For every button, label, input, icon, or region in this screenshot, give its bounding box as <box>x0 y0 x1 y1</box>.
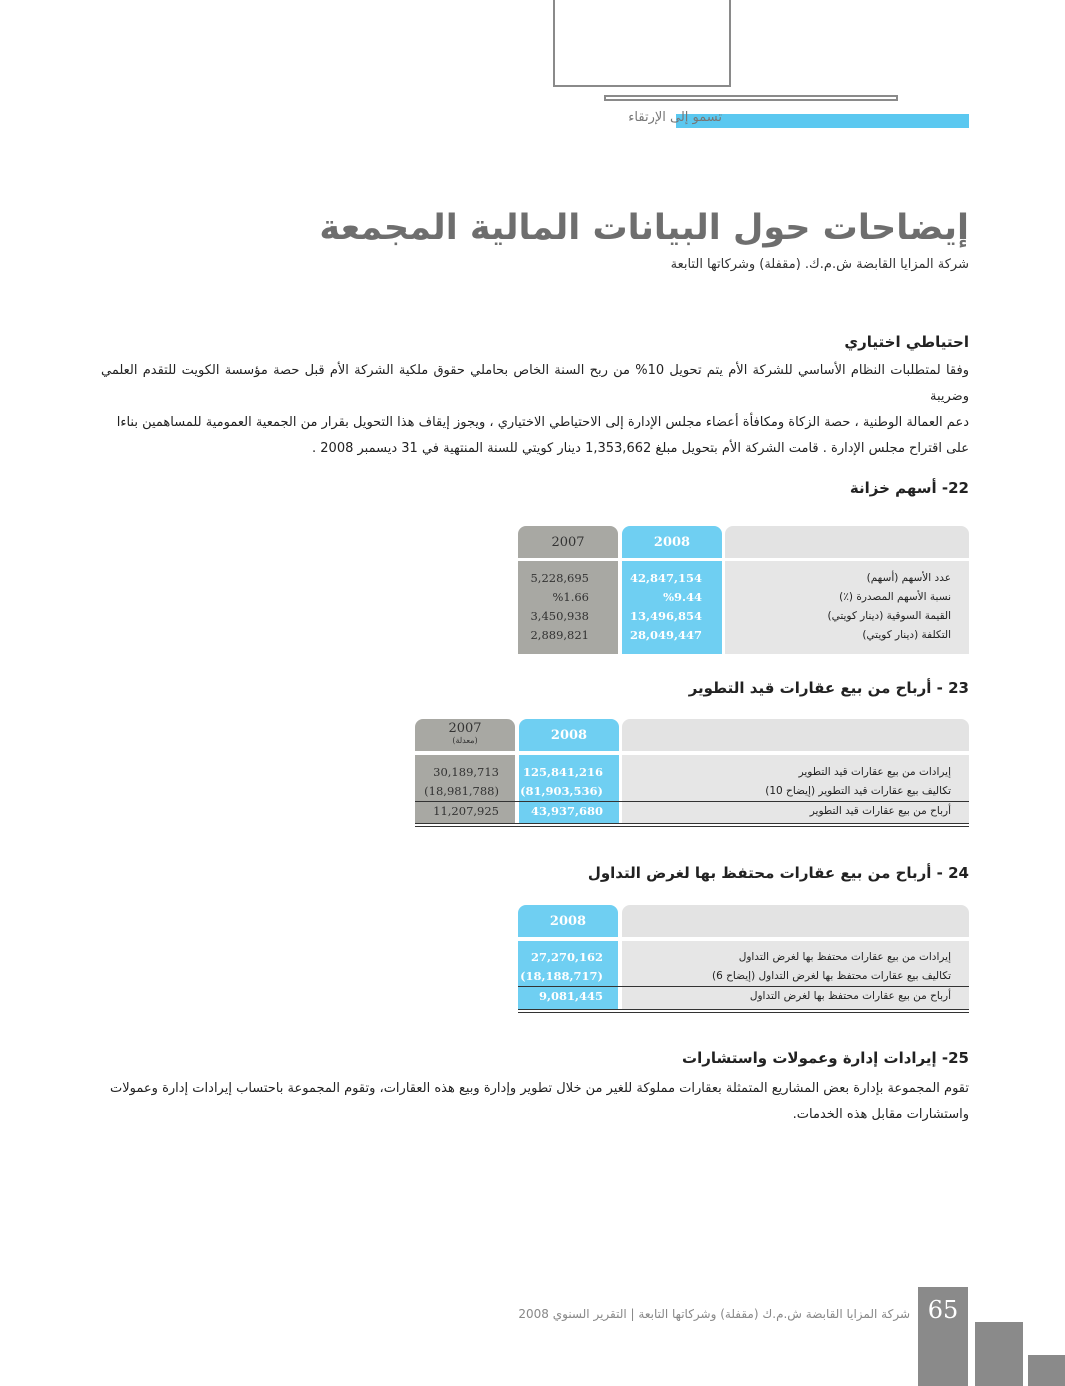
reserve-line: على اقتراح مجلس الإدارة . قامت الشركة الأم بتحويل مبلغ 1,353,662 دينار كويتي للسنة المنتهية في 31 ديسمبر 2008 . <box>312 441 969 456</box>
note23-cell: (18,981,788) <box>424 784 499 798</box>
note23-row-label: إيرادات من بيع عقارات قيد التطوير <box>798 766 951 778</box>
note22-cell: 2,889,821 <box>530 628 589 642</box>
note24-subtotal-rule <box>518 986 969 987</box>
reserve-line: دعم العمالة الوطنية ، حصة الزكاة ومكافأة أعضاء مجلس الإدارة إلى الاحتياطي الاختياري ، ويجوز إيقاف هذا التحويل بقرار من الجمعية العمومية للمساهمين بناءا <box>116 415 969 430</box>
note24-table <box>518 905 969 1013</box>
note22-cell: 13,496,854 <box>629 609 702 623</box>
note23-cell: (81,903,536) <box>520 784 603 798</box>
footer-text: شركة المزايا القابضة ش.م.ك (مقفلة) وشركاتها التابعة | التقرير السنوي 2008 <box>518 1307 910 1321</box>
note22-label-header <box>725 526 969 558</box>
note23-heading: 23 - أرباح من بيع عقارات قيد التطوير <box>688 679 969 697</box>
reserve-line: وفقا لمتطلبات النظام الأساسي للشركة الأم يتم تحويل 10% من ربح السنة الخاص بحاملي حقوق ملكية الشركة الأم قبل حصة مؤسسة الكويت للتقدم العلمي وضريبة <box>101 363 969 404</box>
page-subtitle: شركة المزايا القابضة ش.م.ك. (مقفلة) وشركاتها التابعة <box>670 257 969 272</box>
note23-label-header <box>622 719 969 751</box>
note23-cell: 125,841,216 <box>522 765 603 779</box>
note25-heading: 25- إيرادات إدارة وعمولات واستشارات <box>682 1049 969 1067</box>
note22-col-2008-header: 2008 <box>622 526 722 558</box>
note24-cell: 9,081,445 <box>538 989 603 1003</box>
note24-row-label: تكاليف بيع عقارات محتفظ بها لغرض التداول (إيضاح 6) <box>712 970 951 982</box>
note23-cell: 43,937,680 <box>530 804 603 818</box>
header-tagline: تسمو إلى الإرتقاء <box>628 110 722 125</box>
page-number: 65 <box>927 1296 959 1324</box>
note23-total-rule <box>415 823 969 824</box>
note23-col-2008-header: 2008 <box>519 719 619 751</box>
note22-cell: %1.66 <box>552 590 589 604</box>
footer-block <box>975 1322 1023 1386</box>
header-frame-box <box>553 0 731 87</box>
note23-row-label: أرباح من بيع عقارات قيد التطوير <box>809 805 951 817</box>
note22-row-label: نسبة الأسهم المصدرة (٪) <box>839 591 951 603</box>
footer-block <box>1028 1355 1065 1386</box>
page-title: إيضاحات حول البيانات المالية المجمعة <box>319 208 969 248</box>
note24-cell: (18,188,717) <box>520 969 603 983</box>
note23-col-2007-header <box>415 719 515 751</box>
note22-row-label: القيمة السوقية (دينار كويتي) <box>827 610 951 622</box>
note23-cell: 30,189,713 <box>433 765 499 779</box>
note22-cell: 42,847,154 <box>629 571 702 585</box>
note24-row-label: إيرادات من بيع عقارات محتفظ بها لغرض التداول <box>738 951 951 963</box>
note25-paragraph <box>101 1076 969 1128</box>
note22-col-2007-header: 2007 <box>518 526 618 558</box>
note23-cell: 11,207,925 <box>433 804 499 818</box>
note24-label-header <box>622 905 969 937</box>
header-frame-bar <box>604 95 898 101</box>
note23-row-label: تكاليف بيع عقارات قيد التطوير (إيضاح 10) <box>765 785 951 797</box>
note25-line: واستشارات مقابل هذه الخدمات. <box>792 1107 969 1122</box>
note22-cell: 5,228,695 <box>530 571 589 585</box>
reserve-heading: احتياطي اختياري <box>844 333 969 351</box>
note23-col-2007-year: 2007 <box>448 721 482 736</box>
note24-col-2008-header: 2008 <box>518 905 618 937</box>
note24-cell: 27,270,162 <box>530 950 603 964</box>
note22-row-label: عدد الأسهم (أسهم) <box>866 572 951 584</box>
note23-subtotal-rule <box>415 801 969 802</box>
note23-total-rule <box>415 826 969 827</box>
note22-row-label: التكلفة (دينار كويتي) <box>862 629 951 641</box>
note22-cell: 3,450,938 <box>530 609 589 623</box>
note22-cell: %9.44 <box>663 590 702 604</box>
note22-table <box>518 526 969 654</box>
note24-total-rule <box>518 1009 969 1010</box>
note22-heading: 22- أسهم خزانة <box>849 479 969 497</box>
note25-line: تقوم المجموعة بإدارة بعض المشاريع المتمثلة بعقارات مملوكة للغير من خلال تطوير وإدارة وبيع هذه العقارات، وتقوم المجموعة باحتساب إيرادات إدارة وعمولات <box>110 1081 969 1096</box>
note23-table <box>415 719 969 827</box>
note24-heading: 24 - أرباح من بيع عقارات محتفظ بها لغرض التداول <box>587 864 969 882</box>
reserve-paragraph <box>101 358 969 462</box>
note23-col-2007-note: (معدلة) <box>452 736 478 745</box>
note24-row-label: أرباح من بيع عقارات محتفظ بها لغرض التداول <box>749 990 951 1002</box>
note24-total-rule <box>518 1012 969 1013</box>
note22-cell: 28,049,447 <box>629 628 702 642</box>
